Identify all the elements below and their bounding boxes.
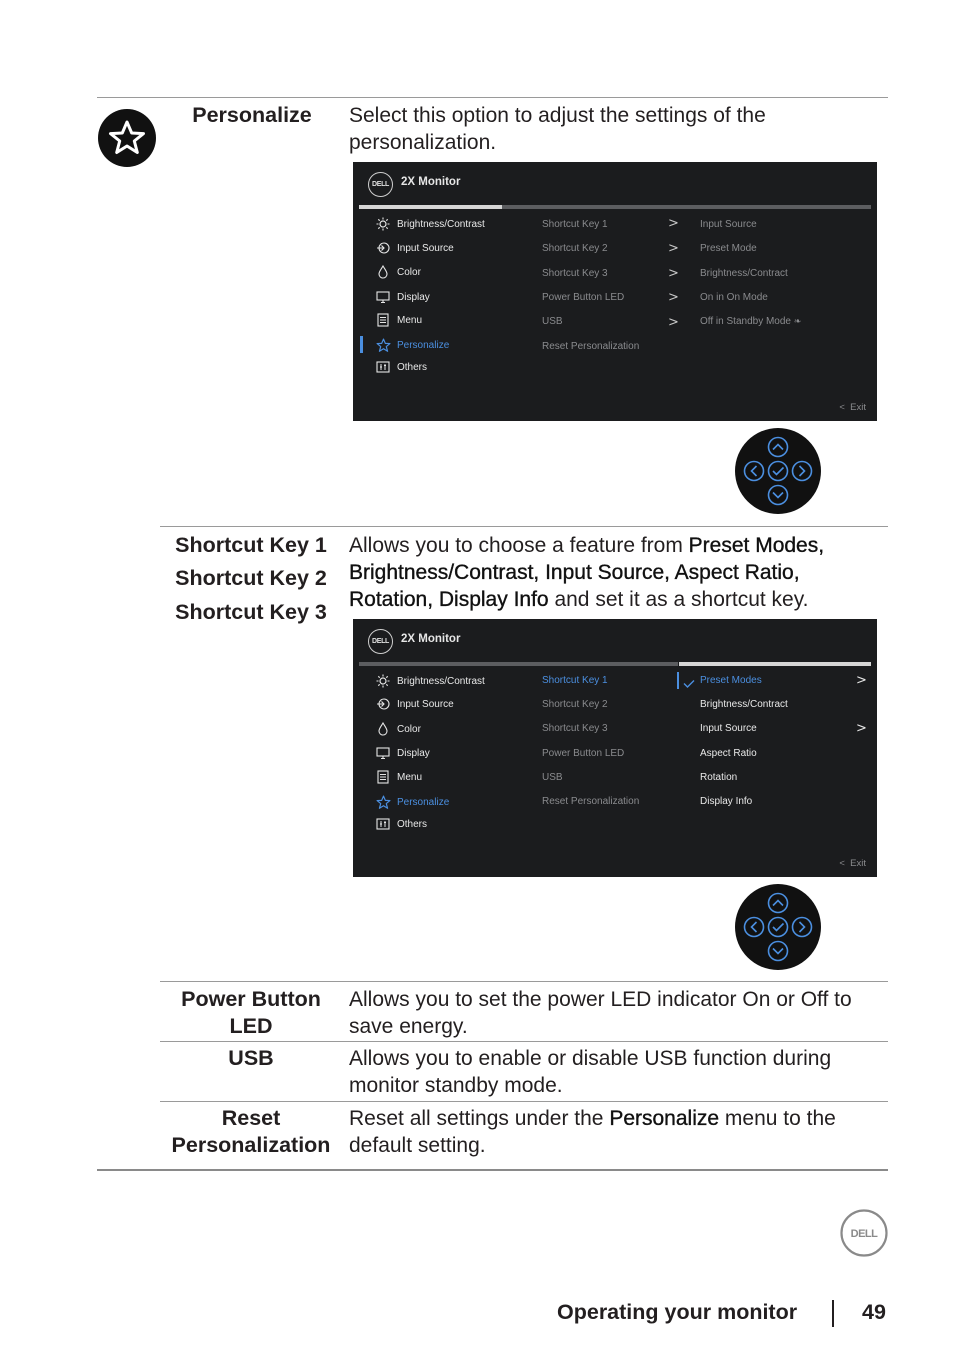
chevron-right-icon: > [856,721,867,736]
osd-exit-label: Exit [850,402,866,413]
osd-submenu-item: Reset Personalization [542,796,640,807]
row-label-power-button-led [165,986,337,1040]
color-drop-icon [375,264,391,280]
chevron-right-icon: > [668,290,679,305]
osd-menu-brightness [375,216,535,232]
row-divider [160,1041,888,1042]
osd-value: On in On Mode [700,292,768,303]
osd-submenu-item: Shortcut Key 2 [542,243,608,254]
star-icon [375,337,391,353]
menu-list-icon [375,312,391,328]
osd-title: 2X Monitor [401,633,461,645]
chevron-right-icon: > [856,673,867,688]
chevron-right-icon: > [668,315,679,330]
osd-menu-personalize [375,794,535,810]
chevron-right-icon: > [668,266,679,281]
osd-screenshot-shortcut-key [353,619,877,877]
row-desc-personalize: Select this option to adjust the settings of the personalization. [349,104,766,154]
footer-divider [832,1300,834,1327]
osd-option: Preset Modes [700,675,762,686]
label-line: Personalization [171,1133,331,1157]
chevron-right-icon: > [668,216,679,231]
osd-option: Input Source [700,723,757,734]
osd-submenu-item: Power Button LED [542,292,625,303]
osd-submenu-item: USB [542,316,563,327]
osd-menu-brightness [375,673,535,689]
osd-exit-label: Exit [850,858,866,869]
star-icon [375,794,391,810]
osd-option: Aspect Ratio [700,748,757,759]
osd-menu-display [375,745,535,761]
row-desc-usb: Allows you to enable or disable USB function during monitor standby mode. [349,1047,832,1097]
osd-submenu-item: Shortcut Key 1 [542,675,608,686]
osd-submenu-item: Shortcut Key 3 [542,723,608,734]
osd-screenshot-personalize [353,162,877,421]
table-bottom-rule [97,1169,888,1171]
osd-value: Input Source [700,219,757,230]
osd-menu-color [375,264,535,280]
osd-exit: < Exit [839,402,866,413]
osd-option: Display Info [700,796,753,807]
osd-menu-label: Personalize [397,796,450,808]
row-desc-shortcut-keys [349,532,869,613]
osd-submenu-item: Shortcut Key 2 [542,699,608,710]
osd-menu-input-source [375,696,535,712]
osd-selection-bar [360,336,363,353]
osd-value: Preset Mode [700,243,757,254]
leaf-icon: ❧ [793,316,802,326]
dell-logo-text: DELL [850,1228,878,1240]
osd-menu-label: Color [397,723,421,735]
osd-menu-label: Menu [397,771,423,783]
osd-title: 2X Monitor [401,176,461,188]
osd-menu-personalize [375,337,535,353]
display-icon [375,289,391,305]
sun-icon [375,216,391,232]
label-line: LED [229,1014,273,1038]
osd-menu-label: Others [397,361,428,373]
osd-menu-label: Input Source [397,242,454,254]
others-icon [375,359,391,375]
osd-tab-bar [359,662,678,666]
osd-submenu-item: USB [542,772,563,783]
osd-submenu-item: Power Button LED [542,748,625,759]
osd-menu-label: Brightness/Contrast [397,675,485,687]
dell-logo [840,1209,888,1257]
row-label-reset-personalization [160,1105,342,1159]
menu-list-icon [375,769,391,785]
desc-text: menu to the default setting. [349,1107,836,1157]
page-number: 49 [862,1300,886,1324]
row-divider [160,526,888,527]
osd-selection-bar [677,672,679,689]
desc-text: Reset all settings under the [349,1107,610,1130]
osd-tab-bar [679,662,871,666]
osd-menu-menu [375,312,535,328]
input-source-icon [375,240,391,256]
osd-menu-label: Input Source [397,698,454,710]
sun-icon [375,673,391,689]
osd-value [700,316,801,327]
osd-menu-others [375,816,535,832]
osd-menu-label: Menu [397,314,423,326]
row-label-shortcut-key-1: Shortcut Key 1 [175,533,327,557]
osd-submenu-item: Reset Personalization [542,341,640,352]
input-source-icon [375,696,391,712]
row-label-personalize: Personalize [192,103,312,127]
row-desc-reset-personalization [349,1105,869,1159]
chevron-right-icon: > [668,241,679,256]
osd-menu-label: Display [397,747,430,759]
osd-menu-label: Others [397,818,428,830]
osd-value: Brightness/Contract [700,268,788,279]
osd-menu-menu [375,769,535,785]
color-drop-icon [375,721,391,737]
row-divider [160,1101,888,1102]
osd-menu-input-source [375,240,535,256]
desc-text: and set it as a shortcut key. [548,588,809,611]
display-icon [375,745,391,761]
row-label-usb: USB [228,1046,274,1070]
osd-menu-label: Display [397,291,430,303]
osd-exit: < Exit [839,858,866,869]
dell-logo: DELL [368,629,393,654]
osd-tab-bar [502,205,871,209]
osd-option: Brightness/Contract [700,699,788,710]
osd-tab-bar [359,205,502,209]
osd-value-text: Off in Standby Mode [700,316,791,327]
osd-menu-color [375,721,535,737]
desc-emphasis: Preset Modes, Brightness/Contrast, Input Source, Aspect Ratio, Rotation, Display Info [349,534,825,611]
label-line: Reset [221,1106,281,1130]
osd-option: Rotation [700,772,738,783]
star-icon [98,109,156,167]
desc-text: Allows you to choose a feature from [349,534,689,557]
osd-menu-others [375,359,535,375]
osd-submenu-item: Shortcut Key 3 [542,268,608,279]
label-line: Power Button [181,987,321,1011]
checkmark-icon [683,676,695,694]
row-label-shortcut-key-3: Shortcut Key 3 [175,600,327,624]
osd-submenu-item: Shortcut Key 1 [542,219,608,230]
osd-menu-label: Color [397,266,421,278]
joystick-icon [735,884,821,970]
row-desc-power-button-led: Allows you to set the power LED indicator On or Off to save energy. [349,988,852,1038]
row-label-shortcut-key-2: Shortcut Key 2 [175,566,327,590]
row-divider [160,981,888,982]
desc-emphasis: Personalize [609,1107,720,1130]
joystick-icon [735,428,821,514]
dell-logo: DELL [368,172,393,197]
osd-menu-label: Personalize [397,339,450,351]
others-icon [375,816,391,832]
osd-menu-label: Brightness/Contrast [397,218,485,230]
osd-menu-display [375,289,535,305]
footer-section-title: Operating your monitor [557,1300,798,1324]
table-top-rule [97,97,888,98]
